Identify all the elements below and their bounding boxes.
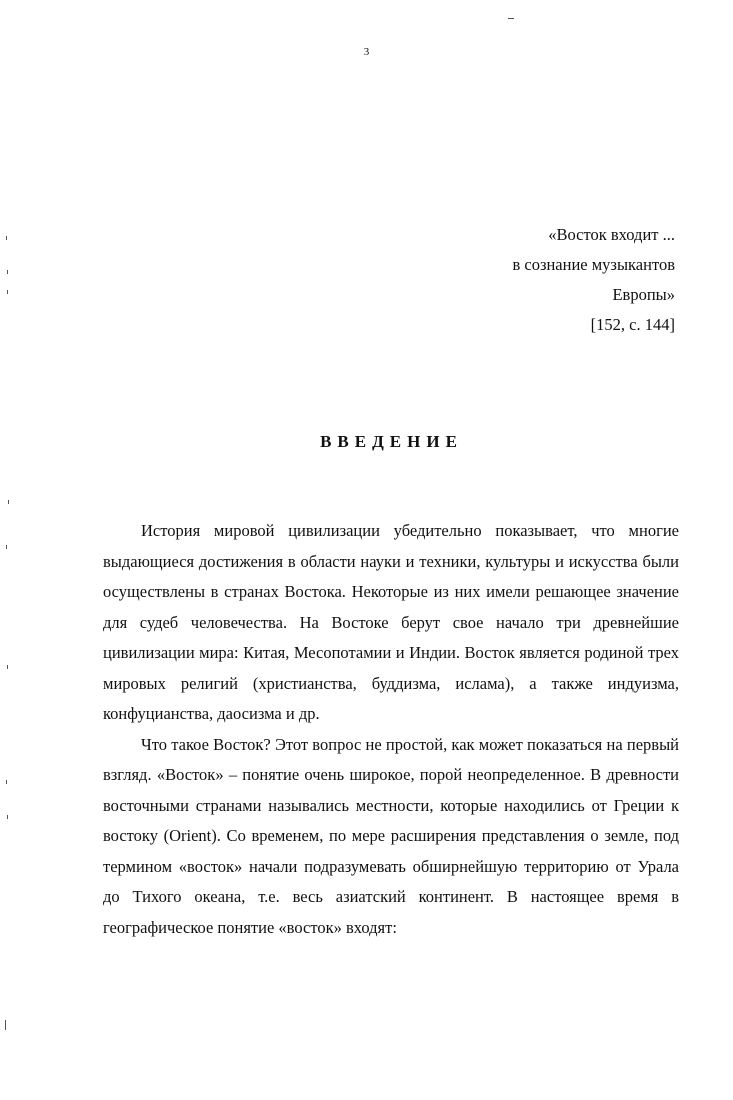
page-number: 3: [363, 46, 370, 58]
scan-mark: [7, 270, 8, 274]
scan-mark: [6, 236, 7, 240]
scan-mark: [5, 1020, 6, 1030]
epigraph-line: в сознание музыкантов: [512, 255, 675, 274]
body-text: [103, 516, 679, 943]
epigraph-line: «Восток входит ...: [548, 225, 675, 244]
scan-mark: [8, 500, 9, 504]
section-heading: ВВЕДЕНИЕ: [320, 432, 463, 451]
scan-mark: [7, 815, 8, 819]
epigraph-citation: [152, с. 144]: [590, 315, 675, 334]
scan-mark: [7, 290, 8, 294]
paragraph: История мировой цивилизации убедительно показывает, что многие выдающиеся достижения в области науки и техники, культуры и искусства были осуществлены в странах Востока. Некоторые из них имели решающее значение для судеб человечества. На Востоке берут свое начало три древнейшие цивилизации мира: Китая, Месопотамии и Индии. Восток является родиной трех мировых религий (христианства, буддизма, ислама), а также индуизма, конфуцианства, даосизма и др.: [103, 521, 679, 723]
scan-mark: [508, 18, 514, 19]
scan-mark: [6, 545, 7, 549]
scan-mark: [6, 780, 7, 784]
paragraph: Что такое Восток? Этот вопрос не простой, как может показаться на первый взгляд. «Восток» – понятие очень широкое, порой неопределенное. В древности восточными странами назывались местности, которые находились от Греции к востоку (Orient). Со временем, по мере расширения представления о земле, под термином «восток» начали подразумевать обширнейшую территорию от Урала до Тихого океана, т.е. весь азиатский континент. В настоящее время в географическое понятие «восток» входят:: [103, 734, 679, 937]
scan-mark: [7, 665, 8, 669]
epigraph-line: Европы»: [612, 285, 675, 304]
epigraph: [415, 220, 675, 340]
